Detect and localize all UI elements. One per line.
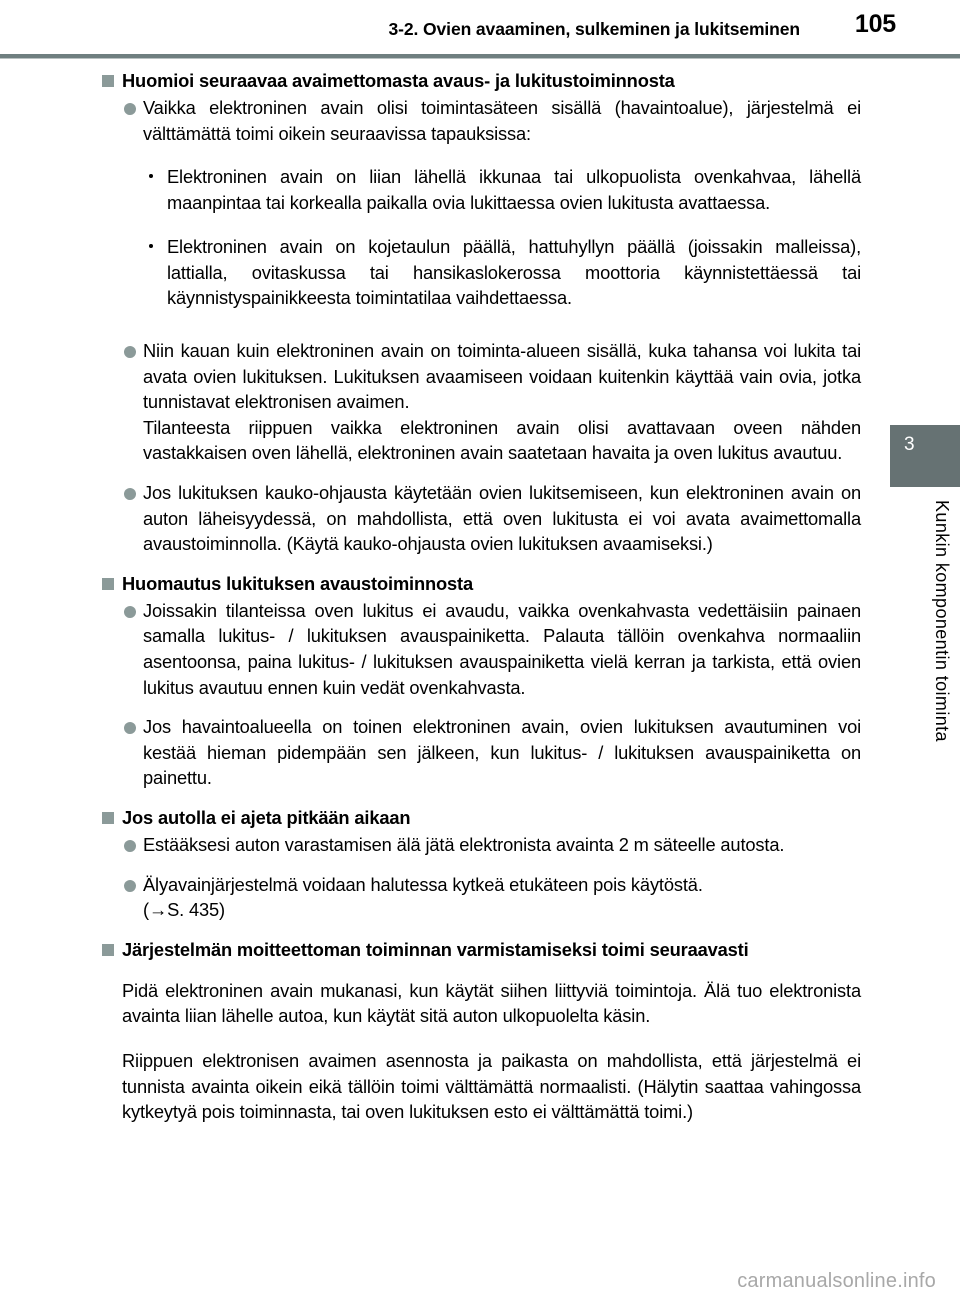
spacer [101, 923, 861, 937]
spacer [101, 329, 861, 338]
section-heading [101, 937, 861, 962]
section-heading-label: Huomioi seuraavaa avaimettomasta avaus- ja lukitustoiminnosta [122, 70, 675, 91]
list-item [101, 598, 861, 700]
list-item-text: Älyavainjärjestelmä voidaan halutessa kytkeä etukäteen pois käytöstä. [143, 873, 703, 895]
section-heading [101, 805, 861, 830]
list-item-text: Vaikka elektroninen avain olisi toimintasäteen sisällä (havaintoalue), järjestelmä ei välttämättä toimi oikein seuraavissa tapauksissa: [143, 97, 861, 144]
page-reference: (→S. 435) [143, 899, 225, 921]
spacer [101, 858, 861, 872]
chapter-side-label: Kunkin komponentin toiminta [932, 500, 952, 742]
sub-list-item-text: Elektroninen avain on liian lähellä ikkunaa tai ulkopuolista ovenkahvaa, lähellä maanpintaa tai korkealla paikalla ovia lukittaessa ovien lukitusta avattaessa. [167, 166, 861, 214]
small-bullet-icon [149, 174, 153, 178]
sub-list-item [101, 234, 861, 311]
round-bullet-icon [124, 606, 136, 618]
list-item-text: Jos havaintoalueella on toinen elektroninen avain, ovien lukituksen avautuminen voi kestää hieman pidempään sen jälkeen, kun lukitus- / lukituksen avauspainiketta on painettu. [143, 716, 861, 789]
section-heading [101, 571, 861, 596]
page-number: 105 [854, 10, 896, 38]
round-bullet-icon [124, 346, 136, 358]
spacer [101, 466, 861, 480]
square-bullet-icon [102, 812, 114, 824]
page-title: 3-2. Ovien avaaminen, sulkeminen ja lukitseminen [388, 19, 800, 39]
section-heading-label: Huomautus lukituksen avaustoiminnosta [122, 572, 473, 594]
list-item [101, 480, 861, 557]
square-bullet-icon [102, 578, 114, 590]
list-item [101, 95, 861, 146]
list-item-text-continued: Tilanteesta riippuen vaikka elektroninen avain olisi avattavaan oveen nähden vastakkaisen oven lähellä, elektroninen avain saatetaan havaita ja oven lukitus avautuu. [143, 416, 861, 464]
chapter-tab [890, 425, 960, 487]
site-watermark: carmanualsonline.info [737, 1270, 936, 1292]
list-item [101, 832, 861, 858]
list-item-text: Niin kauan kuin elektroninen avain on toiminta-alueen sisällä, kuka tahansa voi lukita tai avata ovien lukituksen. Lukituksen avaamiseen voidaan kuitenkin käyttää vain ovia, jotka tunnistavat elektronisen avaimen. [143, 340, 861, 413]
spacer [101, 964, 861, 978]
page-header [0, 0, 960, 56]
section-heading-label: Järjestelmän moitteettoman toiminnan varmistamiseksi toimi seuraavasti [122, 938, 749, 960]
spacer [101, 700, 861, 714]
round-bullet-icon [124, 103, 136, 115]
list-item-text: Joissakin tilanteissa oven lukitus ei avaudu, vaikka ovenkahvasta vedettäisiin painaen samalla lukitus- / lukituksen avauspainiketta. Palauta tällöin ovenkahva normaaliin asentoonsa, paina lukitus- / lukituksen avauspainiketta vielä kerran ja tarkista, että ovien lukitus avautuu ennen kuin vedät ovenkahvasta. [143, 599, 861, 698]
chapter-tab-number: 3 [904, 434, 915, 455]
round-bullet-icon [124, 840, 136, 852]
body-paragraph-text: Pidä elektroninen avain mukanasi, kun käytät siihen liittyviä toimintoja. Älä tuo elektronista avainta liian lähelle autoa, kun käytät sitä auton ulkopuolelta käsin. [122, 979, 861, 1027]
list-item-text: Jos lukituksen kauko-ohjausta käytetään ovien lukitsemiseen, kun elektroninen avain on auton läheisyydessä, on mahdollista, että oven lukitusta ei voi avata avaimettomalla avaustoiminnolla. (Käytä kauko-ohjausta ovien lukituksen avaamiseksi.) [143, 482, 861, 555]
body-paragraph [101, 978, 861, 1029]
list-item-text: Estääksesi auton varastamisen älä jätä elektronista avainta 2 m säteelle autosta. [143, 833, 785, 855]
small-bullet-icon [149, 244, 153, 248]
spacer [101, 1029, 861, 1048]
round-bullet-icon [124, 722, 136, 734]
list-item [101, 338, 861, 466]
spacer [101, 791, 861, 805]
header-divider [0, 54, 960, 59]
sub-list-item-text: Elektroninen avain on kojetaulun päällä, hattuhyllyn päällä (joissakin malleissa), lattialla, ovitaskussa tai hansikaslokerossa moottoria käynnistettäessä tai käynnistyspainikkeesta toimintatilaa vaihdettaessa. [167, 235, 861, 309]
body-paragraph [101, 1048, 861, 1125]
body-paragraph-text: Riippuen elektronisen avaimen asennosta ja paikasta on mahdollista, että järjestelmä ei tunnista avainta oikein eikä tällöin toimi välttämättä normaalisti. (Hälytin saattaa vahingossa kytkeytyä pois toiminnasta, tai oven lukituksen esto ei välttämättä toimi.) [122, 1049, 861, 1123]
list-item [101, 872, 861, 923]
spacer [101, 557, 861, 571]
section-heading [101, 68, 861, 93]
section-heading-label: Jos autolla ei ajeta pitkään aikaan [122, 806, 411, 828]
page-content [101, 68, 861, 1125]
list-item [101, 714, 861, 791]
square-bullet-icon [102, 944, 114, 956]
round-bullet-icon [124, 488, 136, 500]
round-bullet-icon [124, 880, 136, 892]
square-bullet-icon [102, 75, 114, 87]
sub-list-item [101, 164, 861, 215]
